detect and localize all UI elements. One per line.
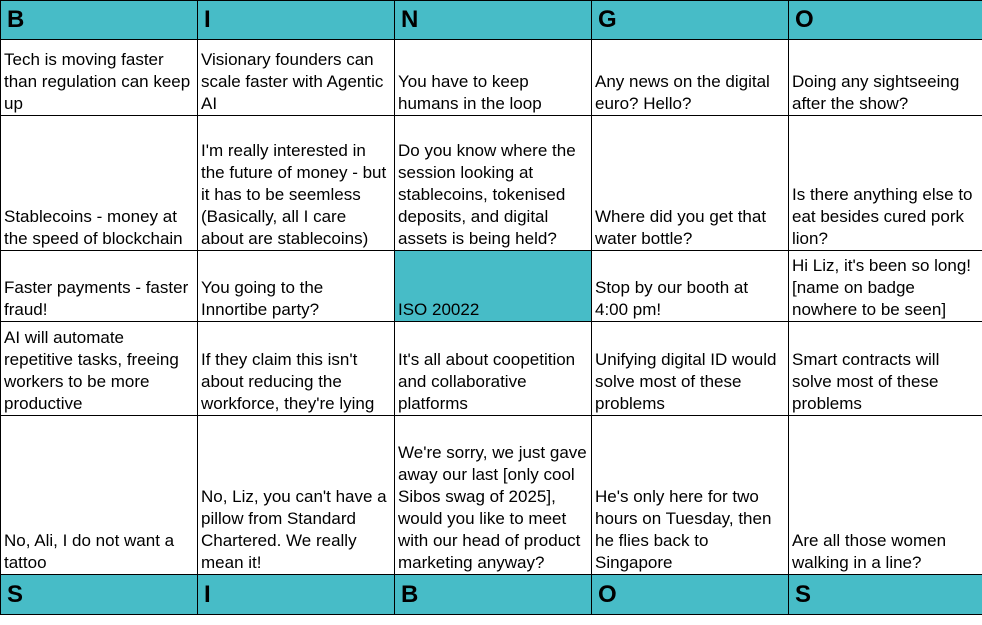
bingo-cell[interactable]: I'm really interested in the future of money - but it has to be seemless (Basically, all I care about are stablecoins)	[198, 116, 395, 251]
bingo-cell[interactable]: Stop by our booth at 4:00 pm!	[592, 251, 789, 322]
free-space-cell[interactable]: ISO 20022	[395, 251, 592, 322]
bingo-cell[interactable]: Doing any sightseeing after the show?	[789, 40, 982, 116]
bingo-cell[interactable]: You going to the Innortibe party?	[198, 251, 395, 322]
bingo-cell[interactable]: You have to keep humans in the loop	[395, 40, 592, 116]
bingo-row-1	[1, 40, 982, 116]
footer-letter-o: O	[592, 575, 789, 615]
bingo-cell[interactable]: AI will automate repetitive tasks, freeing workers to be more productive	[1, 322, 198, 416]
header-letter-i: I	[198, 1, 395, 40]
header-letter-n: N	[395, 1, 592, 40]
bingo-row-2	[1, 116, 982, 251]
bingo-cell[interactable]: Is there anything else to eat besides cured pork lion?	[789, 116, 982, 251]
bingo-cell[interactable]: It's all about coopetition and collaborative platforms	[395, 322, 592, 416]
header-row	[1, 1, 982, 40]
bingo-cell[interactable]: Smart contracts will solve most of these problems	[789, 322, 982, 416]
bingo-cell[interactable]: Tech is moving faster than regulation can keep up	[1, 40, 198, 116]
footer-row	[1, 575, 982, 615]
bingo-cell[interactable]: Stablecoins - money at the speed of blockchain	[1, 116, 198, 251]
header-letter-o: O	[789, 1, 982, 40]
bingo-cell[interactable]: Do you know where the session looking at stablecoins, tokenised deposits, and digital assets is being held?	[395, 116, 592, 251]
footer-letter-s: S	[1, 575, 198, 615]
bingo-cell[interactable]: No, Ali, I do not want a tattoo	[1, 416, 198, 575]
bingo-cell[interactable]: Unifying digital ID would solve most of these problems	[592, 322, 789, 416]
bingo-row-5	[1, 416, 982, 575]
bingo-cell[interactable]: Visionary founders can scale faster with Agentic AI	[198, 40, 395, 116]
bingo-cell[interactable]: Any news on the digital euro? Hello?	[592, 40, 789, 116]
bingo-row-3	[1, 251, 982, 322]
bingo-cell[interactable]: He's only here for two hours on Tuesday, then he flies back to Singapore	[592, 416, 789, 575]
bingo-cell[interactable]: Hi Liz, it's been so long! [name on badge nowhere to be seen]	[789, 251, 982, 322]
bingo-row-4	[1, 322, 982, 416]
bingo-cell[interactable]: We're sorry, we just gave away our last [only cool Sibos swag of 2025], would you like to meet with our head of product marketing anyway?	[395, 416, 592, 575]
bingo-cell[interactable]: Are all those women walking in a line?	[789, 416, 982, 575]
bingo-cell[interactable]: Faster payments - faster fraud!	[1, 251, 198, 322]
footer-letter-s-2: S	[789, 575, 982, 615]
bingo-cell[interactable]: No, Liz, you can't have a pillow from Standard Chartered. We really mean it!	[198, 416, 395, 575]
bingo-cell[interactable]: Where did you get that water bottle?	[592, 116, 789, 251]
header-letter-b: B	[1, 1, 198, 40]
header-letter-g: G	[592, 1, 789, 40]
footer-letter-i: I	[198, 575, 395, 615]
bingo-cell[interactable]: If they claim this isn't about reducing the workforce, they're lying	[198, 322, 395, 416]
footer-letter-b: B	[395, 575, 592, 615]
